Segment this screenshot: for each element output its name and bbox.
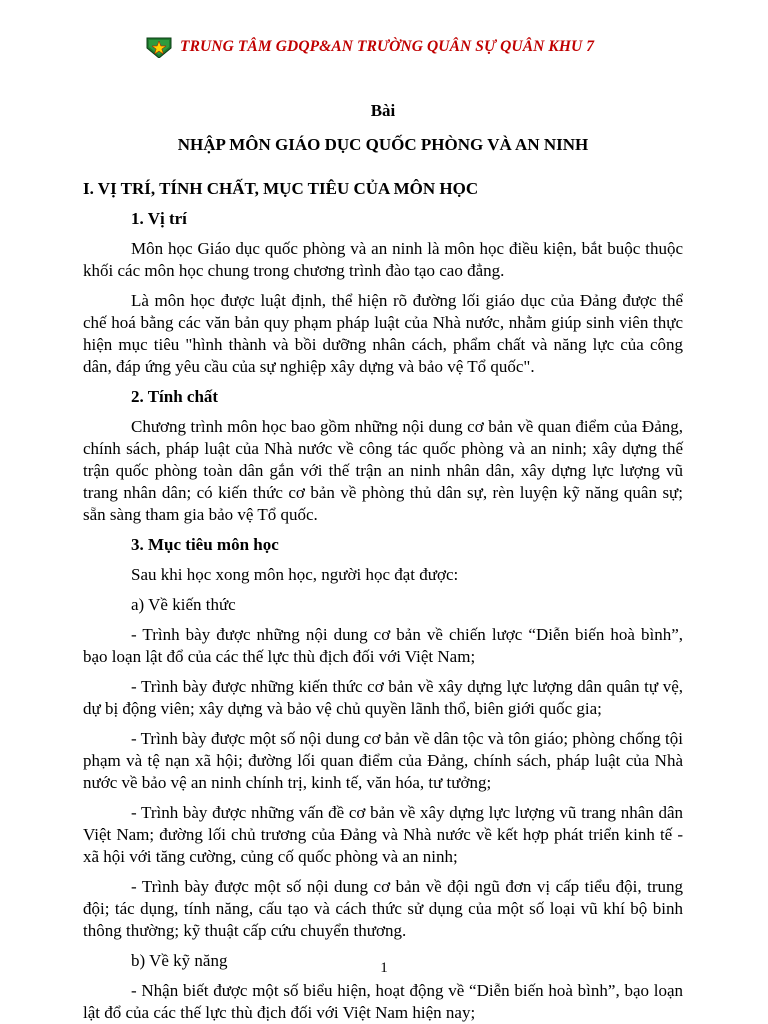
page-number: 1	[380, 960, 388, 976]
subheading-tinh-chat: 2. Tính chất	[131, 387, 219, 406]
label-ky-nang: b) Về kỹ năng	[131, 951, 228, 970]
paragraph-2: Là môn học được luật định, thể hiện rõ đường lối giáo dục của Đảng được thể chế hoá bằng các văn bản quy phạm pháp luật của Nhà nước, nhằm giúp sinh viên thực hiện mục tiêu "hình thành và bồi dưỡng nhân cách, phẩm chất và năng lực của công dân, đáp ứng yêu cầu của sự nghiệp xây dựng và bảo vệ Tổ quốc".	[83, 291, 683, 376]
page-title: NHẬP MÔN GIÁO DỤC QUỐC PHÒNG VÀ AN NINH	[177, 135, 589, 154]
list-item: - Trình bày được những vấn đề cơ bản về xây dựng lực lượng vũ trang nhân dân Việt Nam; đường lối chủ trương của Đảng và Nhà nước về kết hợp phát triển kinh tế - xã hội với tăng cường, củng cố quốc phòng và an ninh;	[83, 803, 683, 866]
list-item: - Trình bày được một số nội dung cơ bản về đội ngũ đơn vị cấp tiểu đội, trung đội; tác dụng, tính năng, cấu tạo và cách thức sử dụng của một số loại vũ khí bộ binh thông thường; kỹ thuật cấp cứu chuyển thương.	[83, 877, 683, 940]
list-item: - Nhận biết được một số biểu hiện, hoạt động về “Diễn biến hoà bình”, bạo loạn lật đổ của các thế lực thù địch đối với Việt Nam hiện nay;	[83, 981, 683, 1022]
subheading-vi-tri: 1. Vị trí	[131, 209, 187, 228]
section-heading-1: I. VỊ TRÍ, TÍNH CHẤT, MỤC TIÊU CỦA MÔN HỌC	[83, 179, 479, 198]
label-kien-thuc: a) Về kiến thức	[131, 595, 236, 614]
paragraph-3: Chương trình môn học bao gồm những nội dung cơ bản về quan điểm của Đảng, chính sách, pháp luật của Nhà nước về công tác quốc phòng và an ninh; xây dựng thế trận quốc phòng toàn dân gắn với thế trận an ninh nhân dân, xây dựng lực lượng vũ trang nhân dân; có kiến thức cơ bản về phòng thủ dân sự, rèn luyện kỹ năng quân sự; sẵn sàng tham gia bảo vệ Tổ quốc.	[83, 417, 683, 524]
list-item: - Trình bày được những nội dung cơ bản về chiến lược “Diễn biến hoà bình”, bạo loạn lật đổ của các thế lực thù địch đối với Việt Nam;	[83, 625, 683, 666]
document-header	[146, 36, 594, 58]
paragraph-1: Môn học Giáo dục quốc phòng và an ninh là môn học điều kiện, bắt buộc thuộc khối các môn học chung trong chương trình đào tạo cao đẳng.	[83, 239, 683, 280]
military-shield-star-logo-icon	[146, 36, 172, 58]
subheading-muc-tieu: 3. Mục tiêu môn học	[131, 535, 279, 554]
list-item: - Trình bày được những kiến thức cơ bản về xây dựng lực lượng dân quân tự vệ, dự bị động viên; xây dựng và bảo vệ chủ quyền lãnh thổ, biên giới quốc gia;	[83, 677, 683, 718]
lesson-label: Bài	[370, 101, 396, 120]
paragraph-4: Sau khi học xong môn học, người học đạt được:	[131, 565, 459, 584]
document-body	[83, 98, 683, 1024]
organization-name: TRUNG TÂM GDQP&AN TRƯỜNG QUÂN SỰ QUÂN KHU 7	[180, 38, 595, 55]
list-item: - Trình bày được một số nội dung cơ bản về dân tộc và tôn giáo; phòng chống tội phạm và tệ nạn xã hội; đường lối quan điểm của Đảng, chính sách, pháp luật của Nhà nước về bảo vệ an ninh chính trị, kinh tế, văn hóa, tư tưởng;	[83, 729, 683, 792]
